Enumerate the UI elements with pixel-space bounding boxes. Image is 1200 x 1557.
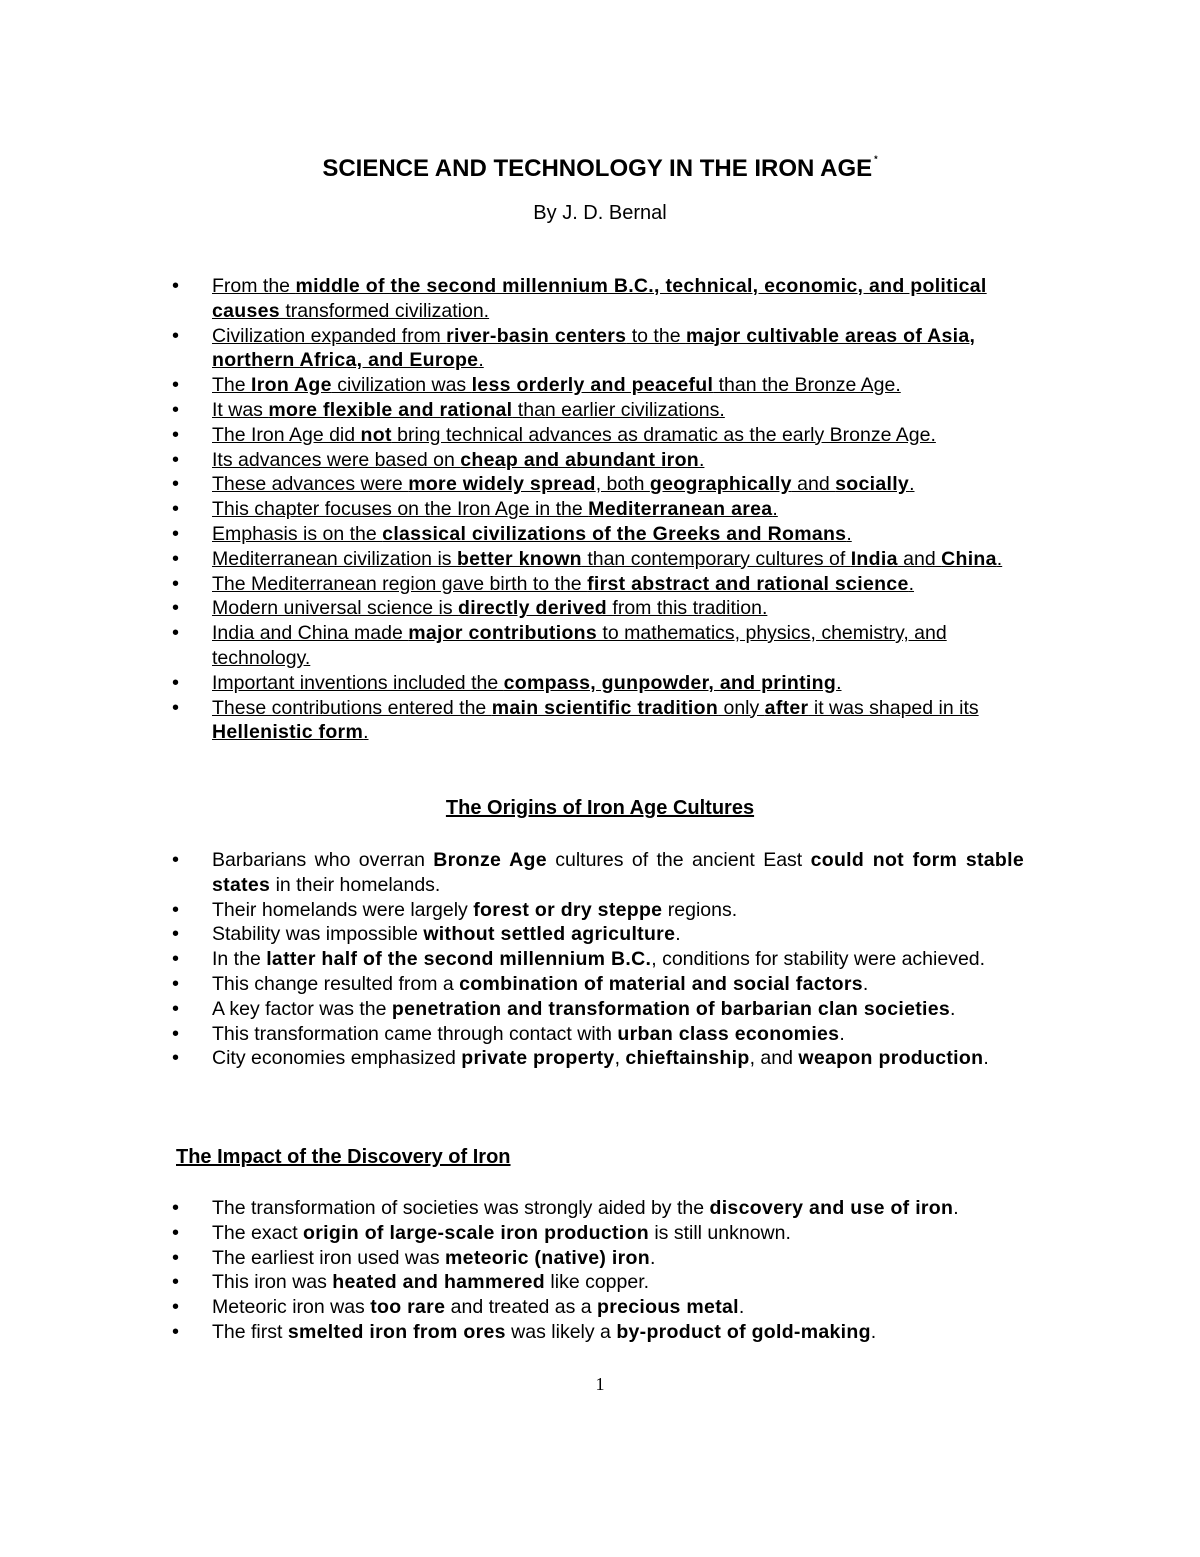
bold-phrase: penetration and transformation of barbarian clan societies <box>391 997 951 1020</box>
list-item <box>172 274 1024 324</box>
list-item-text <box>212 1046 1024 1071</box>
text-run: City economies emphasized <box>212 1047 462 1070</box>
bold-phrase: classical civilizations of the Greeks and Romans <box>382 522 847 545</box>
text-run: to the <box>626 324 686 347</box>
list-item <box>172 1320 1024 1345</box>
title-text: SCIENCE AND TECHNOLOGY IN THE IRON AGE <box>322 155 873 182</box>
bold-phrase: compass, gunpowder, and printing <box>503 671 837 694</box>
list-item-text <box>212 922 1024 947</box>
text-run: . <box>950 997 956 1020</box>
list-item <box>172 522 1024 547</box>
bold-phrase: cheap and abundant iron <box>460 448 699 471</box>
bold-phrase: geographically <box>649 473 792 496</box>
text-run: and treated as a <box>445 1296 598 1319</box>
list-item <box>172 423 1024 448</box>
list-item <box>172 373 1024 398</box>
list-item-text <box>212 473 914 495</box>
text-run: Important inventions included the <box>212 671 504 694</box>
text-run: transformed civilization. <box>279 299 490 322</box>
text-run: . <box>836 671 842 694</box>
bold-phrase: first abstract and rational science <box>587 572 909 595</box>
intro-bullet-list <box>172 274 1024 745</box>
text-run: cultures of the ancient East <box>546 849 811 871</box>
text-run: Barbarians who overran <box>212 849 434 871</box>
text-run: to mathematics, physics, chemistry, and technology. <box>212 622 947 669</box>
text-run: This iron was <box>212 1271 333 1294</box>
list-item <box>172 1246 1024 1271</box>
author-line: By J. D. Bernal <box>533 202 667 224</box>
list-item-text <box>212 275 987 322</box>
text-run: was likely a <box>505 1320 617 1343</box>
bold-phrase: socially <box>835 473 910 496</box>
text-run: . <box>908 572 915 595</box>
list-item-text <box>212 898 1024 923</box>
bold-phrase: origin of large-scale iron production <box>303 1221 649 1244</box>
bold-phrase: India <box>850 547 898 570</box>
bold-phrase: better known <box>456 547 582 570</box>
text-run: The <box>212 374 252 397</box>
text-run: than earlier civilizations. <box>512 398 725 421</box>
text-run: The first <box>212 1320 288 1343</box>
list-item <box>172 922 1024 947</box>
bold-phrase: smelted iron from ores <box>287 1320 506 1343</box>
impact-bullet-list <box>172 1196 1024 1345</box>
list-item-text <box>212 697 979 744</box>
page-number: 1 <box>595 1374 605 1394</box>
text-run: is still unknown. <box>648 1221 791 1244</box>
text-run: The Iron Age did <box>212 423 361 446</box>
text-run: . <box>909 473 915 496</box>
list-item-text <box>212 1022 1024 1047</box>
text-run: . <box>675 923 681 946</box>
list-item <box>172 1196 1024 1221</box>
bold-phrase: without settled agriculture <box>423 923 676 946</box>
bold-phrase: middle of the second millennium B.C., technical, economic, and political causes <box>212 275 987 322</box>
text-run: and <box>791 473 836 496</box>
bold-phrase: Iron Age <box>251 374 332 397</box>
list-item <box>172 324 1024 374</box>
bold-phrase: too rare <box>370 1296 446 1319</box>
text-run: From the <box>212 275 296 297</box>
list-item-text <box>212 672 842 694</box>
list-item-text <box>212 848 1024 898</box>
text-run: , conditions for stability were achieved. <box>651 948 986 971</box>
text-run: . <box>996 547 1003 570</box>
bold-phrase: by-product of gold-making <box>616 1320 871 1343</box>
bold-phrase: not <box>360 423 392 446</box>
list-item <box>172 1046 1024 1071</box>
list-item-text <box>212 399 725 421</box>
bold-phrase: China <box>941 547 997 570</box>
bold-phrase: major cultivable areas of Asia, northern Africa, and Europe <box>212 324 976 372</box>
list-item-text <box>212 374 901 396</box>
text-run: This chapter focuses on the Iron Age in the <box>212 498 589 521</box>
bold-phrase: directly derived <box>458 597 607 620</box>
bold-phrase: meteoric (native) iron <box>445 1246 650 1269</box>
text-run: . <box>699 448 705 471</box>
list-item-text <box>212 1196 1024 1221</box>
section-heading-origins: The Origins of Iron Age Cultures <box>445 797 755 819</box>
bold-phrase: urban class economies <box>617 1022 840 1045</box>
text-run: bring technical advances as dramatic as the early Bronze Age. <box>391 423 936 446</box>
text-run: The transformation of societies was strongly aided by the <box>212 1197 710 1219</box>
bold-phrase: forest or dry steppe <box>473 898 663 921</box>
list-item <box>172 997 1024 1022</box>
list-item-text <box>212 622 947 669</box>
bold-phrase: discovery and use of iron <box>709 1197 954 1219</box>
text-run: . <box>738 1296 745 1319</box>
bold-phrase: main scientific tradition <box>491 696 719 719</box>
list-item-text <box>212 498 778 520</box>
list-item <box>172 947 1024 972</box>
text-run: Mediterranean civilization is <box>212 547 457 570</box>
section-heading-impact: The Impact of the Discovery of Iron <box>176 1146 511 1168</box>
list-item-text <box>212 325 975 372</box>
text-run: , <box>614 1047 626 1070</box>
bold-phrase: Hellenistic form <box>212 721 364 744</box>
text-run: Meteoric iron was <box>212 1296 371 1319</box>
list-item-text <box>212 597 767 619</box>
text-run: . <box>649 1246 656 1269</box>
list-item-text <box>212 1246 1024 1271</box>
bold-phrase: weapon production <box>798 1047 984 1070</box>
list-item <box>172 1270 1024 1295</box>
text-run: civilization was <box>331 374 472 397</box>
text-run: Its advances were based on <box>212 448 461 471</box>
text-run: , and <box>749 1047 799 1070</box>
list-item-text <box>212 449 704 471</box>
list-item <box>172 848 1024 898</box>
list-item <box>172 898 1024 923</box>
list-item-text <box>212 1320 1024 1345</box>
bold-phrase: more widely spread <box>408 473 596 496</box>
text-run: Their homelands were largely <box>212 898 474 921</box>
text-run: This change resulted from a <box>212 972 460 995</box>
text-run: The Mediterranean region gave birth to the <box>212 572 588 595</box>
list-item <box>172 398 1024 423</box>
list-item <box>172 596 1024 621</box>
bold-phrase: private property <box>461 1047 615 1070</box>
text-run: These contributions entered the <box>212 696 492 719</box>
text-run: . <box>862 972 869 995</box>
text-run: . <box>478 349 484 372</box>
text-run: Modern universal science is <box>212 597 459 620</box>
text-run: . <box>983 1047 989 1070</box>
list-item <box>172 448 1024 473</box>
text-run: The exact <box>212 1221 304 1244</box>
text-run: . <box>953 1197 959 1219</box>
bold-phrase: more flexible and rational <box>268 398 513 421</box>
bold-phrase: heated and hammered <box>332 1271 545 1294</box>
text-run: than the Bronze Age. <box>713 374 901 397</box>
list-item <box>172 621 1024 671</box>
text-run: Stability was impossible <box>212 923 424 946</box>
bold-phrase: could not form stable states <box>212 849 1024 896</box>
list-item-text <box>212 548 1002 570</box>
bold-phrase: less orderly and peaceful <box>471 374 714 397</box>
text-run: from this tradition. <box>606 597 768 620</box>
list-item <box>172 547 1024 572</box>
text-run: Emphasis is on the <box>212 522 383 545</box>
text-run: and <box>897 547 942 570</box>
footnote-mark: * <box>874 154 878 164</box>
text-run: India and China made <box>212 622 409 645</box>
origins-bullet-list <box>172 848 1024 1071</box>
text-run: These advances were <box>212 473 409 496</box>
text-run: . <box>363 721 369 744</box>
document-title <box>0 144 1200 184</box>
text-run: , both <box>595 473 650 496</box>
list-item <box>172 1221 1024 1246</box>
text-run: In the <box>212 948 267 971</box>
list-item <box>172 671 1024 696</box>
bold-phrase: latter half of the second millennium B.C. <box>266 948 652 971</box>
list-item <box>172 1022 1024 1047</box>
list-item-text <box>212 1270 1024 1295</box>
list-item-text <box>212 1221 1024 1246</box>
text-run: it was shaped in its <box>808 696 979 719</box>
list-item <box>172 972 1024 997</box>
text-run: Civilization expanded from <box>212 324 447 347</box>
bold-phrase: after <box>764 696 809 719</box>
list-item-text <box>212 947 1024 972</box>
list-item-text <box>212 997 1024 1022</box>
bold-phrase: river-basin centers <box>446 324 627 347</box>
text-run: It was <box>212 398 269 421</box>
list-item-text <box>212 523 852 545</box>
text-run: . <box>772 498 778 521</box>
text-run: in their homelands. <box>270 873 441 896</box>
text-run: . <box>870 1320 877 1343</box>
list-item <box>172 696 1024 746</box>
bold-phrase: Bronze Age <box>433 849 547 871</box>
text-run: only <box>718 696 765 719</box>
list-item <box>172 572 1024 597</box>
bold-phrase: chieftainship <box>625 1047 750 1070</box>
text-run: regions. <box>662 898 738 921</box>
list-item <box>172 497 1024 522</box>
text-run: . <box>839 1022 845 1045</box>
text-run: than contemporary cultures of <box>581 547 851 570</box>
list-item-text <box>212 1295 1024 1320</box>
bold-phrase: precious metal <box>597 1296 739 1319</box>
text-run: The earliest iron used was <box>212 1246 446 1269</box>
text-run: like copper. <box>544 1271 650 1294</box>
bold-phrase: combination of material and social factors <box>459 972 863 995</box>
list-item-text <box>212 573 914 595</box>
text-run: This transformation came through contact with <box>212 1022 618 1045</box>
bold-phrase: major contributions <box>408 622 598 645</box>
text-run: A key factor was the <box>212 997 392 1020</box>
list-item <box>172 1295 1024 1320</box>
list-item <box>172 472 1024 497</box>
list-item-text <box>212 424 936 446</box>
text-run: . <box>846 522 852 545</box>
bold-phrase: Mediterranean area <box>588 498 773 521</box>
list-item-text <box>212 972 1024 997</box>
